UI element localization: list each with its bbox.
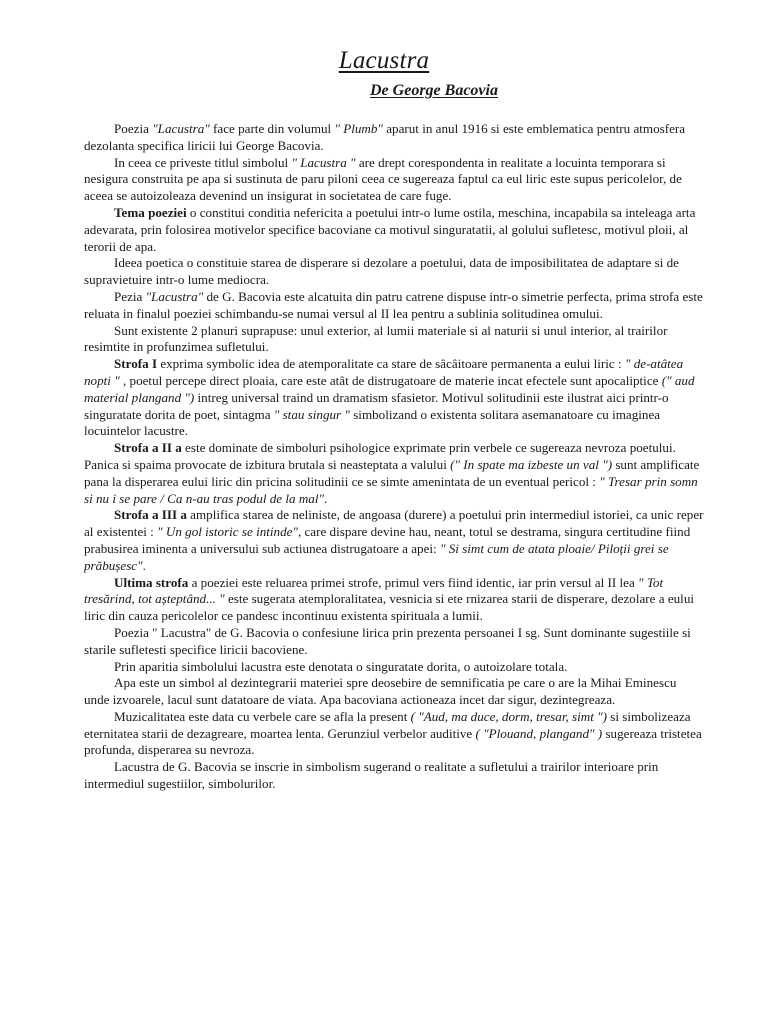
quoted-text: (" aud material plangand ") [84, 372, 695, 405]
paragraph-text: face parte din volumul [209, 121, 335, 136]
paragraph-heading: Ultima strofa [114, 574, 189, 590]
paragraph-text: a poeziei este reluarea primei strofe, primul vers fiind identic, iar prin versul al II lea [188, 574, 639, 590]
paragraph-text: . [142, 557, 146, 573]
body-paragraph [84, 575, 705, 625]
quoted-text: " Lacustra " [291, 154, 356, 170]
body-paragraph [84, 625, 705, 659]
paragraph-text: Muzicalitatea este data cu verbele care se afla la present [114, 708, 411, 724]
quoted-text: " stau singur " [273, 406, 350, 422]
document-body [84, 121, 705, 793]
paragraph-text: de G. Bacovia este alcatuita din patru catrene dispuse intr-o simetrie perfecta, prima strofa este reluata in finalul poeziei schimbandu-se numai versul al II lea pentru a sublinia solitudinea omului. [84, 288, 703, 321]
body-paragraph [84, 155, 705, 205]
quoted-text: " Tot tresărind, tot așteptând... " [84, 574, 664, 607]
paragraph-text: este dominate de simboluri psihologice exprimate prin verbele ce sugereaza nevroza poetului. Panica si spaima provocate de izbitura brutala si neasteptata a valului [84, 440, 676, 472]
paragraph-text: Apa este un simbol al dezintegrarii materiei spre deosebire de semnificatia pe care o are la Mihai Eminescu unde izvoarele, lacul sunt datatoare de viata. Apa bacoviana actioneaza incet dar sigur, dezintegreaza. [84, 675, 677, 708]
paragraph-text: simbolizand o existenta solitara asemanatoare cu imaginea locuintelor lacustre. [84, 406, 661, 439]
quoted-text: " Si simt cum de atata ploaie/ Piloții grei se prăbușesc" [84, 540, 669, 573]
paragraph-heading: Strofa I [114, 356, 158, 372]
paragraph-text: sunt amplificate pana la disperarea eului liric din pricina solitudinii ce se simte amenintata de un eventual pericol : [84, 456, 700, 489]
document-author: De George Bacovia [370, 82, 498, 99]
quoted-text: "Lacustra" [145, 288, 204, 304]
body-paragraph [84, 440, 705, 507]
document-title: Lacustra [338, 47, 430, 74]
body-paragraph [84, 675, 705, 709]
paragraph-text: Lacustra de G. Bacovia se inscrie in simbolism sugerand o realitate a sufletului a trairilor interioare prin intermediul sugestiilor, simbolurilor. [84, 759, 659, 792]
paragraph-text: Prin aparitia simbolului lacustra este denotata o singuratate dorita, o autoizolare totala. [114, 658, 568, 674]
body-paragraph [84, 709, 705, 759]
body-paragraph [84, 289, 705, 323]
paragraph-text: Poezia " Lacustra" de G. Bacovia o confesiune lirica prin prezenta persoanei I sg. Sunt dominante sugestiile si starile sufletesti specifice liricii bacoviene. [84, 624, 691, 657]
body-paragraph [84, 507, 705, 574]
quoted-text: " Un gol istoric se intinde" [157, 524, 298, 540]
paragraph-text: Pezia [114, 288, 146, 304]
paragraph-text: Sunt existente 2 planuri suprapuse: unul exterior, al lumii materiale si al naturii si unul interior, al trairilor resimtite in profunzimea sufletului. [84, 322, 668, 355]
paragraph-text: Poezia [114, 121, 153, 136]
body-paragraph [84, 356, 705, 440]
quoted-text: " Tresar prin somn si nu i se pare / Ca n-au tras podul de la mal" [84, 473, 698, 506]
body-paragraph [84, 205, 705, 255]
paragraph-text: are drept corespondenta in realitate a locuinta temporara si nesigura construita pe apa si sustinuta de paru piloni ceea ce sugereaza faptul ca eul liric este supus pericolelor, de aceea se autoizoleaza devenind un insigurat in societatea de care fuge. [84, 154, 682, 204]
body-paragraph [84, 659, 705, 676]
body-paragraph [84, 323, 705, 357]
paragraph-text: aparut in anul 1916 si este emblematica pentru atmosfera dezolanta specifica liricii lui George Bacovia. [84, 121, 686, 153]
paragraph-heading: Strofa a III a [114, 507, 187, 523]
quoted-text: " de-atâtea nopti " [84, 356, 684, 388]
body-paragraph [84, 759, 705, 793]
paragraph-text: , poetul percepe direct ploaia, care este atât de distrugatoare de materie incat efectele sunt apocaliptice [119, 372, 662, 388]
paragraph-text: si simbolizeaza eternitatea starii de dezagreare, moartea lenta. Gerunziul verbelor auditive [84, 708, 691, 741]
paragraph-heading: Strofa a II a [114, 440, 182, 456]
quoted-text: ( "Aud, ma duce, dorm, tresar, simt ") [410, 708, 607, 724]
paragraph-text: sugereaza tristetea profunda, disperarea su nevroza. [84, 725, 702, 758]
paragraph-text: . [323, 490, 328, 506]
paragraph-text: In ceea ce priveste titlul simbolul [114, 154, 292, 170]
paragraph-text: , care dispare devine hau, neant, totul se destrama, singura certitudine fiind prabusirea iminenta a universului sub actiunea distrugatoare a apei: [84, 524, 691, 556]
quoted-text: " Plumb" [334, 121, 383, 136]
quoted-text: (" In spate ma izbeste un val ") [450, 456, 613, 472]
quoted-text: "Lacustra" [152, 121, 210, 136]
quoted-text: ( "Plouand, plangand" ) [475, 725, 603, 741]
paragraph-text: este sugerata atemploralitatea, vesnicia si ete rnizarea starii de disperare, dezolare a eului liric din cauza pericolelor ce pandesc incontinuu existenta spirituala a lumii. [84, 591, 695, 624]
paragraph-text: Ideea poetica o constituie starea de disperare si dezolare a poetului, data de imposibilitatea de adaptare si de supravietuire intr-o lume mediocra. [84, 255, 679, 288]
paragraph-text: o constitui conditia nefericita a poetului intr-o lume ostila, meschina, incapabila sa inteleaga arta adevarata, prin folosirea motivelor specifice bacoviane ca motivul singuratatii, al golului sufletesc, motivul ploii, al terorii de apa. [84, 204, 696, 254]
paragraph-heading: Tema poeziei [114, 204, 187, 220]
body-paragraph [84, 121, 705, 155]
paragraph-text: intreg universal traind un dramatism sfasietor. Motivul solitudinii este ilustrat aici printr-o singuratate dorita de poet, sintagma [84, 389, 669, 422]
paragraph-text: amplifica starea de neliniste, de angoasa (durere) a poetului prin intermediul istoriei, ca unic reper al existentei : [84, 507, 704, 540]
paragraph-text: exprima symbolic idea de atemporalitate ca stare de sâcâitoare permanenta a eului liric : [157, 356, 625, 372]
body-paragraph [84, 255, 705, 289]
